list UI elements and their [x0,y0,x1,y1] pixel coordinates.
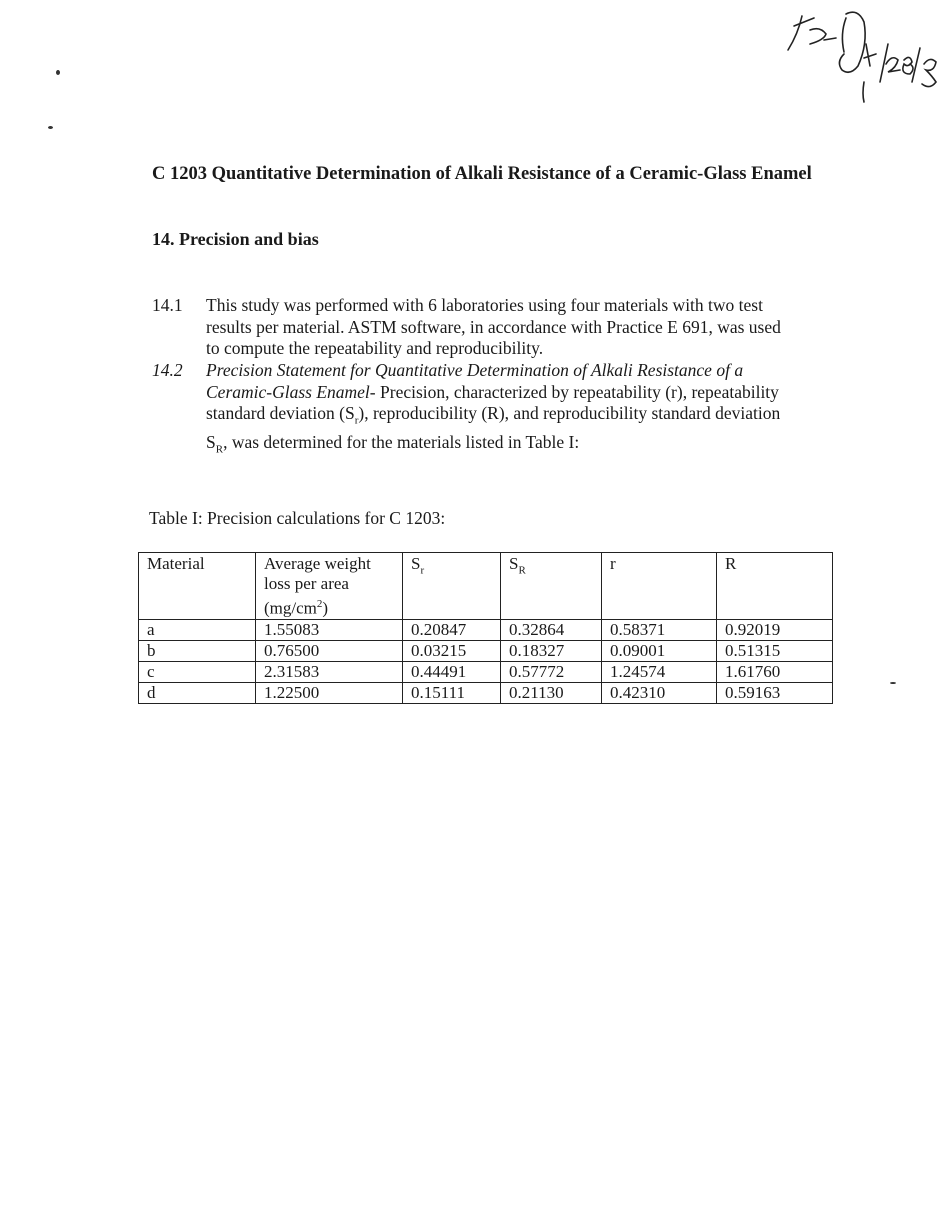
table-cell: 0.20847 [403,619,501,640]
header-text: (mg/cm [264,598,317,618]
paragraph-number: 14.1 [152,295,183,315]
paragraph-line [206,403,842,432]
table-cell: 0.59163 [717,682,833,703]
header-text: ) [322,598,329,618]
table-cell: 0.18327 [501,640,602,661]
table-cell: 0.44491 [403,661,501,682]
inline-text: ), reproducibility (R), and reproducibility standard deviation [358,403,781,423]
inline-italic: Ceramic-Glass Enamel- [206,381,376,402]
paragraph-14-1 [152,295,842,360]
table-cell: 1.24574 [602,661,717,682]
paragraph-line: results per material. ASTM software, in accordance with Practice E 691, was used [206,316,781,337]
inline-text: S [206,432,216,452]
table-cell: 1.55083 [256,619,403,640]
table-cell: 0.03215 [403,640,501,661]
table-cell: 0.09001 [602,640,717,661]
table-cell: 1.61760 [717,661,833,682]
paragraph-line: to compute the repeatability and reproducibility. [206,338,544,358]
header-sR [501,553,602,620]
table-row [139,661,833,682]
paragraph-line [206,432,842,461]
inline-text: standard deviation (S [206,403,355,423]
table-row [139,640,833,661]
document-title: C 1203 Quantitative Determination of Alkali Resistance of a Ceramic-Glass Enamel [152,164,812,184]
paragraph-line [206,382,842,404]
subscript: R [518,564,526,577]
subscript: r [420,564,425,577]
handwritten-date-note [780,4,945,104]
table-cell: 0.92019 [717,619,833,640]
precision-table [138,552,833,704]
table-cell: 0.32864 [501,619,602,640]
table-cell: c [139,661,256,682]
table-cell: a [139,619,256,640]
scan-speck [56,70,60,75]
header-text: S [509,554,519,573]
header-average-weight-loss [256,553,403,620]
scan-speck [48,126,53,129]
section-heading: 14. Precision and bias [152,229,319,249]
table-cell: 0.51315 [717,640,833,661]
table-caption: Table I: Precision calculations for C 1203: [149,508,446,528]
header-text: Average weight [264,554,371,573]
table-cell: 0.76500 [256,640,403,661]
inline-text: Precision, characterized by repeatability (r), repeatability [375,381,779,402]
table-cell: 0.57772 [501,661,602,682]
header-text: S [411,554,421,573]
superscript: 2 [316,598,323,610]
subscript: R [215,443,224,456]
table-cell: b [139,640,256,661]
scan-speck [890,682,896,684]
table-cell: 0.21130 [501,682,602,703]
table-cell: 1.22500 [256,682,403,703]
header-material: Material [139,553,256,620]
table-row [139,619,833,640]
table-cell: d [139,682,256,703]
table-cell: 0.58371 [602,619,717,640]
header-R: R [717,553,833,620]
inline-text: , was determined for the materials listed in Table I: [223,432,580,452]
paragraph-line: This study was performed with 6 laboratories using four materials with two test [206,295,763,315]
paragraph-line: Precision Statement for Quantitative Determination of Alkali Resistance of a [206,360,744,380]
table-cell: 0.15111 [403,682,501,703]
subscript: r [354,414,359,427]
header-sr [403,553,501,620]
table-row [139,682,833,703]
table-header-row [139,553,833,620]
table-cell: 0.42310 [602,682,717,703]
paragraph-14-2 [152,360,842,461]
header-text: loss per area [264,574,349,593]
table-cell: 2.31583 [256,661,403,682]
header-r: r [602,553,717,620]
paragraph-number: 14.2 [152,360,183,380]
